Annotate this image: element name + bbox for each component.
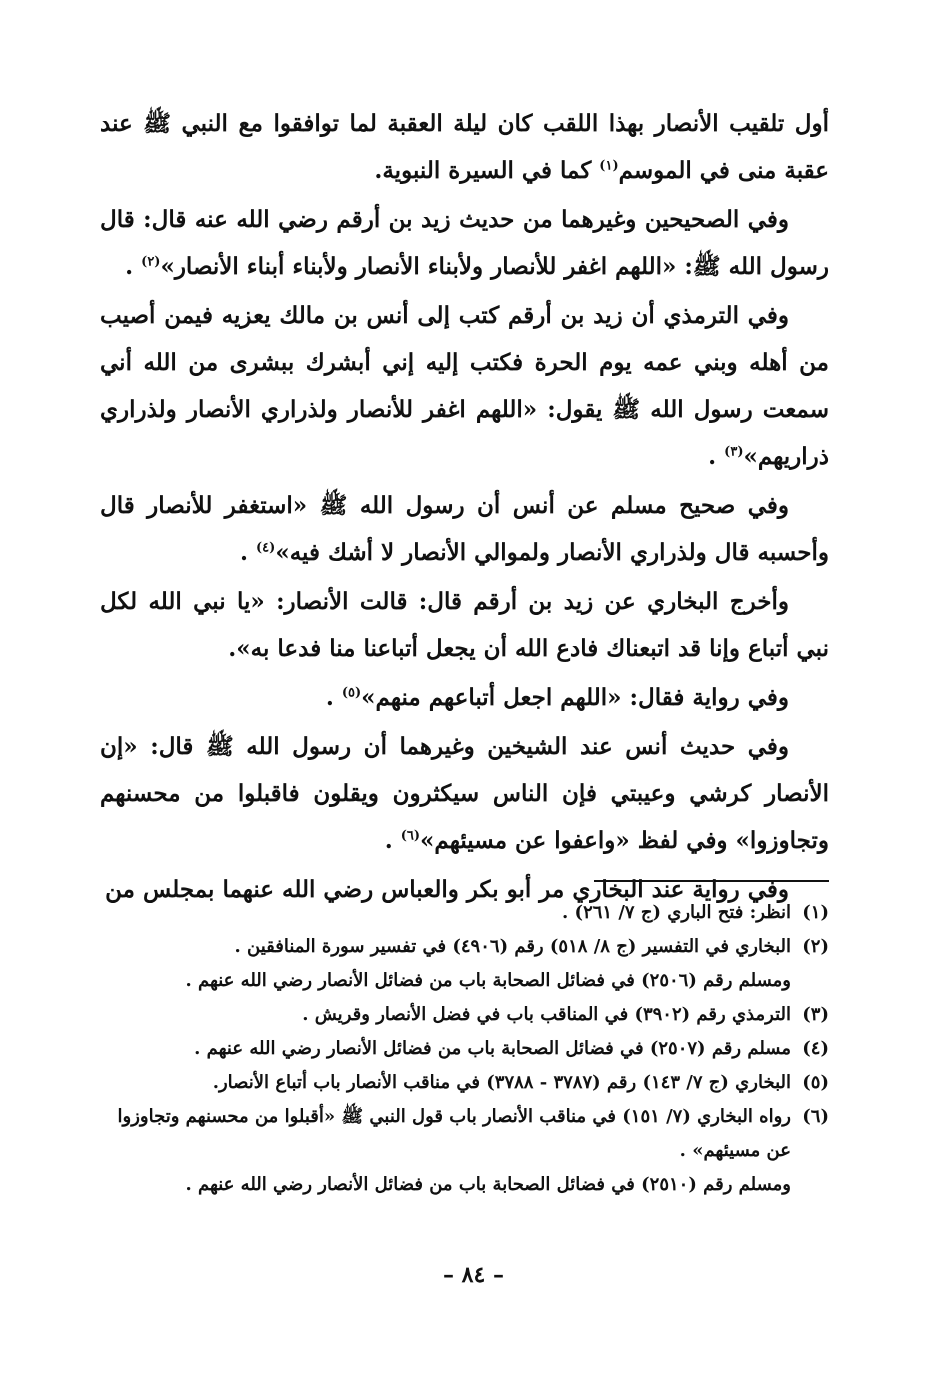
footnote-5: [100, 1066, 829, 1100]
paragraph-1: [100, 100, 829, 194]
paragraph-text: وفي صحيح مسلم عن أنس أن رسول الله ﷺ «استغفر للأنصار قال وأحسبه قال ولذراري الأنصار ولموالي الأنصار لا أشك فيه»: [100, 492, 829, 566]
footnote-2: [100, 930, 829, 964]
footnote-separator: [594, 880, 829, 882]
footnote-text: مسلم رقم (٢٥٠٧) في فضائل الصحابة باب من فضائل الأنصار رضي الله عنهم .: [194, 1038, 791, 1059]
paragraph-2: [100, 196, 829, 290]
paragraph-text: وفي حديث أنس عند الشيخين وغيرهما أن رسول الله ﷺ قال: «إن الأنصار كرشي وعيبتي فإن الناس سيكثرون ويقلون فاقبلوا من محسنهم وتجاوزوا» وفي لفظ «واعفوا عن مسيئهم»: [100, 733, 829, 854]
paragraph-4: [100, 482, 829, 576]
footnote-number: (٦): [802, 1106, 829, 1127]
footnote-number: (٥): [802, 1072, 829, 1093]
footnotes: [100, 896, 829, 1202]
footnote-text: الترمذي رقم (٣٩٠٢) في المناقب باب في فضل الأنصار وقريش .: [302, 1004, 791, 1025]
paragraph-text: وأخرج البخاري عن زيد بن أرقم قال: قالت الأنصار: «يا نبي الله لكل نبي أتباع وإنا قد اتبعناك فادع الله أن يجعل أتباعنا منا فدعا به».: [100, 588, 829, 662]
paragraph-5: [100, 578, 829, 672]
footnote-6-continued: [100, 1168, 829, 1202]
paragraph-7: [100, 723, 829, 864]
footnote-number: (٣): [802, 1004, 829, 1025]
paragraph-tail: .: [240, 539, 257, 566]
footnote-ref: (٥): [341, 685, 362, 701]
paragraph-text: أول تلقيب الأنصار بهذا اللقب كان ليلة العقبة لما توافقوا مع النبي ﷺ عند عقبة منى في الموسم: [100, 110, 829, 184]
footnote-ref: (٣): [724, 444, 744, 460]
paragraph-tail: كما في السيرة النبوية.: [374, 157, 600, 184]
footnote-number: (١): [802, 902, 829, 923]
footnote-ref: (٦): [400, 828, 421, 844]
paragraph-text: وفي رواية عند البخاري مر أبو بكر والعباس رضي الله عنهما بمجلس من: [105, 876, 789, 903]
paragraph-text: وفي الصحيحين وغيرهما من حديث زيد بن أرقم رضي الله عنه قال: قال رسول الله ﷺ: «اللهم اغفر للأنصار ولأبناء الأنصار ولأبناء أبناء الأنصار»: [100, 206, 829, 280]
paragraph-3: [100, 292, 829, 480]
paragraph-text: وفي الترمذي أن زيد بن أرقم كتب إلى أنس بن مالك يعزيه فيمن أصيب من أهله وبني عمه يوم الحرة فكتب إليه إني أبشرك ببشرى من الله أني سمعت رسول الله ﷺ يقول: «اللهم اغفر للأنصار ولذراري الأنصار ولذراري ذراريهم»: [100, 302, 830, 470]
paragraph-tail: .: [708, 443, 725, 470]
footnote-text: ومسلم رقم (٢٥٠٦) في فضائل الصحابة باب من فضائل الأنصار رضي الله عنهم .: [185, 970, 791, 991]
footnote-ref: (٤): [256, 540, 276, 556]
footnote-ref: (٢): [141, 254, 161, 270]
main-text: [100, 100, 829, 913]
footnote-text: البخاري في التفسير (ج ٨/ ٥١٨) رقم (٤٩٠٦) في تفسير سورة المنافقين .: [234, 936, 791, 957]
footnote-text: البخاري (ج ٧/ ١٤٣) رقم (٣٧٨٧ - ٣٧٨٨) في مناقب الأنصار باب أتباع الأنصار.: [212, 1072, 791, 1093]
paragraph-text: وفي رواية فقال: «اللهم اجعل أتباعهم منهم»: [361, 684, 789, 711]
footnote-3: [100, 998, 829, 1032]
footnote-text: رواه البخاري (٧/ ١٥١) في مناقب الأنصار باب قول النبي ﷺ «أقبلوا من محسنهم وتجاوزوا عن مسيئهم» .: [117, 1106, 791, 1161]
footnote-ref: (١): [599, 158, 619, 174]
footnote-text: ومسلم رقم (٢٥١٠) في فضائل الصحابة باب من فضائل الأنصار رضي الله عنهم .: [185, 1174, 791, 1195]
footnote-1: [100, 896, 829, 930]
footnote-6: [100, 1100, 829, 1168]
paragraph-tail: .: [325, 684, 342, 711]
footnote-4: [100, 1032, 829, 1066]
footnote-number: (٤): [802, 1038, 829, 1059]
footnote-2-continued: [100, 964, 829, 998]
paragraph-tail: .: [125, 253, 142, 280]
page-number: – ٨٤ –: [443, 1262, 504, 1288]
footnote-number: (٢): [802, 936, 829, 957]
footnote-text: انظر: فتح الباري (ج ٧/ ٢٦١) .: [562, 902, 791, 923]
paragraph-6: [100, 674, 829, 721]
paragraph-tail: .: [384, 827, 401, 854]
